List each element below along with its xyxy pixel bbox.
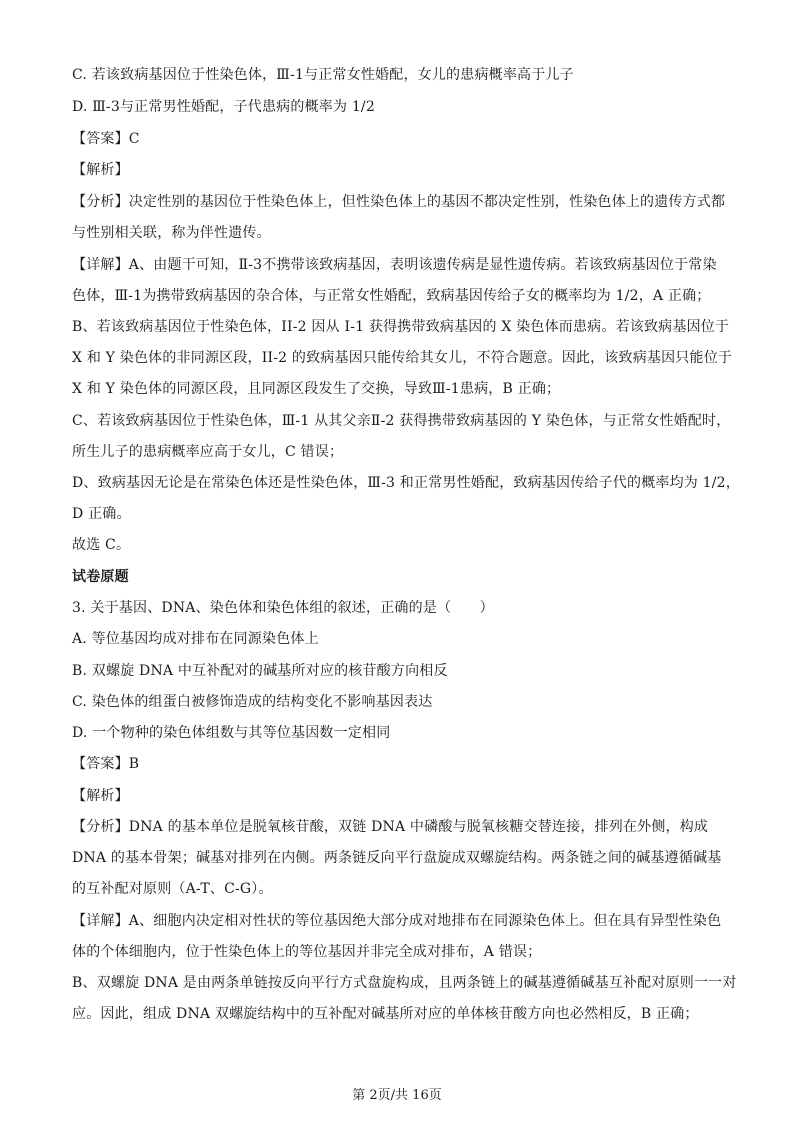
detail-paragraph-line: 【详解】A、由题干可知，Ⅱ-3不携带该致病基因，表明该遗传病是显性遗传病。若该致病基因位于常染 [72,257,717,273]
detail-paragraph-line: 应。因此，组成 DNA 双螺旋结构中的互补配对碱基所对应的单体核苷酸方向也必然相反，B 正确； [72,1006,699,1022]
option-c-text: C. 若该致病基因位于性染色体，Ⅲ-1与正常女性婚配，女儿的患病概率高于儿子 [72,67,574,83]
detail-paragraph-line: X 和 Y 染色体的非同源区段，II-2 的致病基因只能传给其女儿，不符合题意。因此，该致病基因只能位于 [72,350,733,366]
section-heading: 试卷原题 [72,569,129,585]
question-stem: 3. 关于基因、DNA、染色体和染色体组的叙述，正确的是（ ） [72,600,494,616]
detail-paragraph-line: 所生儿子的患病概率应高于女儿，C 错误； [72,444,344,460]
analysis-paragraph-line: 【分析】DNA 的基本单位是脱氧核苷酸，双链 DNA 中磷酸与脱氧核糖交替连接，排列在外侧，构成 [72,819,709,835]
option-b-text: B. 双螺旋 DNA 中互补配对的碱基所对应的核苷酸方向相反 [72,663,448,679]
detail-paragraph-line: B、双螺旋 DNA 是由两条单链按反向平行方式盘旋构成，且两条链上的碱基遵循碱基互补配对原则一一对 [72,975,737,991]
option-a-text: A. 等位基因均成对排布在同源染色体上 [72,631,319,647]
detail-paragraph-line: D、致病基因无论是在常染色体还是性染色体，Ⅲ-3 和正常男性婚配，致病基因传给子代的概率均为 1/2， [72,475,740,491]
analysis-paragraph-line: DNA 的基本骨架；碱基对排列在内侧。两条链反向平行盘旋成双螺旋结构。两条链之间的碱基遵循碱基 [72,850,722,866]
option-c-text: C. 染色体的组蛋白被修饰造成的结构变化不影响基因表达 [72,694,433,710]
detail-paragraph-line: 体的个体细胞内，位于性染色体上的等位基因并非完全成对排布，A 错误； [72,944,542,960]
option-d-text: D. 一个物种的染色体组数与其等位基因数一定相同 [72,725,391,741]
detail-paragraph-line: 【详解】A、细胞内决定相对性状的等位基因绝大部分成对地排布在同源染色体上。但在具有异型性染色 [72,913,722,929]
analysis-paragraph-line: 的互补配对原则（A-T、C-G）。 [72,881,273,897]
detail-paragraph-line: D 正确。 [72,506,131,522]
analysis-heading: 【解析】 [72,162,129,178]
analysis-heading: 【解析】 [72,788,129,804]
analysis-paragraph-line: 与性别相关联，称为伴性遗传。 [72,225,271,241]
option-d-text: D. Ⅲ-3与正常男性婚配，子代患病的概率为 1/2 [72,99,375,115]
detail-paragraph-line: B、若该致病基因位于性染色体，II-2 因从 I-1 获得携带致病基因的 X 染色体而患病。若该致病基因位于 [72,319,730,335]
answer-label: 【答案】C [72,131,140,147]
answer-label: 【答案】B [72,756,140,772]
detail-paragraph-line: 色体，Ⅲ-1为携带致病基因的杂合体，与正常女性婚配，致病基因传给子女的概率均为 1/2，A 正确； [72,288,711,304]
page-number-footer: 第 2页/共 16页 [352,1088,442,1103]
conclusion-text: 故选 C。 [72,537,131,553]
detail-paragraph-line: X 和 Y 染色体的同源区段，且同源区段发生了交换，导致Ⅲ-1患病，B 正确； [72,381,561,397]
analysis-paragraph-line: 【分析】决定性别的基因位于性染色体上，但性染色体上的基因不都决定性别，性染色体上的遗传方式都 [72,194,726,210]
detail-paragraph-line: C、若该致病基因位于性染色体，Ⅲ-1 从其父亲Ⅱ-2 获得携带致病基因的 Y 染色体，与正常女性婚配时， [72,413,731,429]
